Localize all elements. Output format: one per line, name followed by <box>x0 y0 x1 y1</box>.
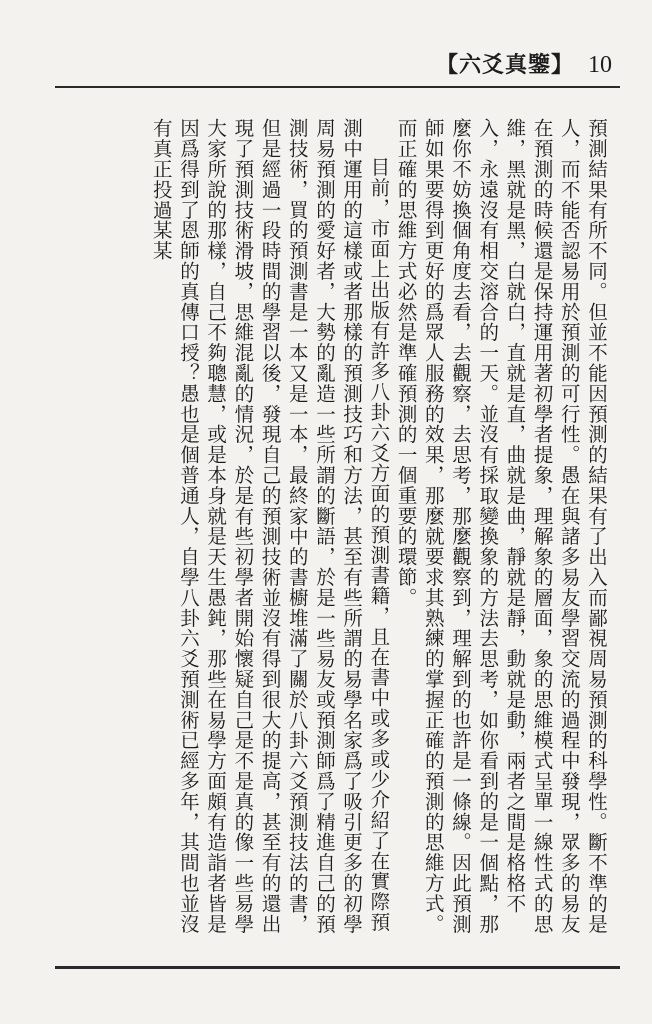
page-header <box>436 48 612 79</box>
body-text <box>65 118 610 948</box>
book-title: 【六爻真鑒】 <box>435 52 574 78</box>
paragraph: 目前，市面上出版有許多八卦六爻方面的預測書籍，且在書中或多或少介紹了在實際預測中運用的這樣或者那樣的預測技巧和方法，甚至有些所謂的易學名家爲了吸引更多的初學周易預測的愛好者，大勢的亂造一些所謂的斷語，於是一些易友或預測師爲了精進自己的預測技術，買的預測書是一本又是一本，最終家中的書櫥堆滿了關於八卦六爻預測技法的書，但是經過一段時間的學習以後，發現自己的預測技術並沒有得到很大的提高，甚至有的還出現了預測技術滑坡，思維混亂的情況，於是有些初學者開始懷疑自己是不是真的像一些易學大家所說的那樣，自己不夠聰慧，或是本身就是天生愚鈍，那些在易學方面頗有造詣者皆是因爲得到了恩師的真傳口授？愚也是個普通人，自學八卦六爻預測術已經多年，其間也並沒有真正投過某某 <box>149 118 391 934</box>
footer-divider <box>55 966 620 969</box>
page-number: 10 <box>588 52 612 78</box>
paragraph: 預測結果有所不同。但並不能因預測的結果有了出入而鄙視周易預測的科學性。斷不準的是人，而不能否認易用於預測的可行性。愚在與諸多易友學習交流的過程中發現，眾多的易友在預測的時候還是保持運用著初學者提象，理解象的層面，象的思維模式呈單一線性式的思維，黑就是黑，白就白，直就是直，曲就是曲，靜就是靜，動就是動，兩者之間是格格不入，永遠沒有相交溶合的一天。並沒有採取變換象的方法去思考，如你看到的是一個點，那麼你不妨換個角度去看，去觀察，去思考，那麼觀察到，理解到的也許是一條線。因此預測師如果要得到更好的爲眾人服務的效果，那麼就要求其熟練的掌握正確的預測的思維方式。而正確的思維方式必然是準確預測的一個重要的環節。 <box>394 118 608 934</box>
header-divider <box>55 86 620 88</box>
